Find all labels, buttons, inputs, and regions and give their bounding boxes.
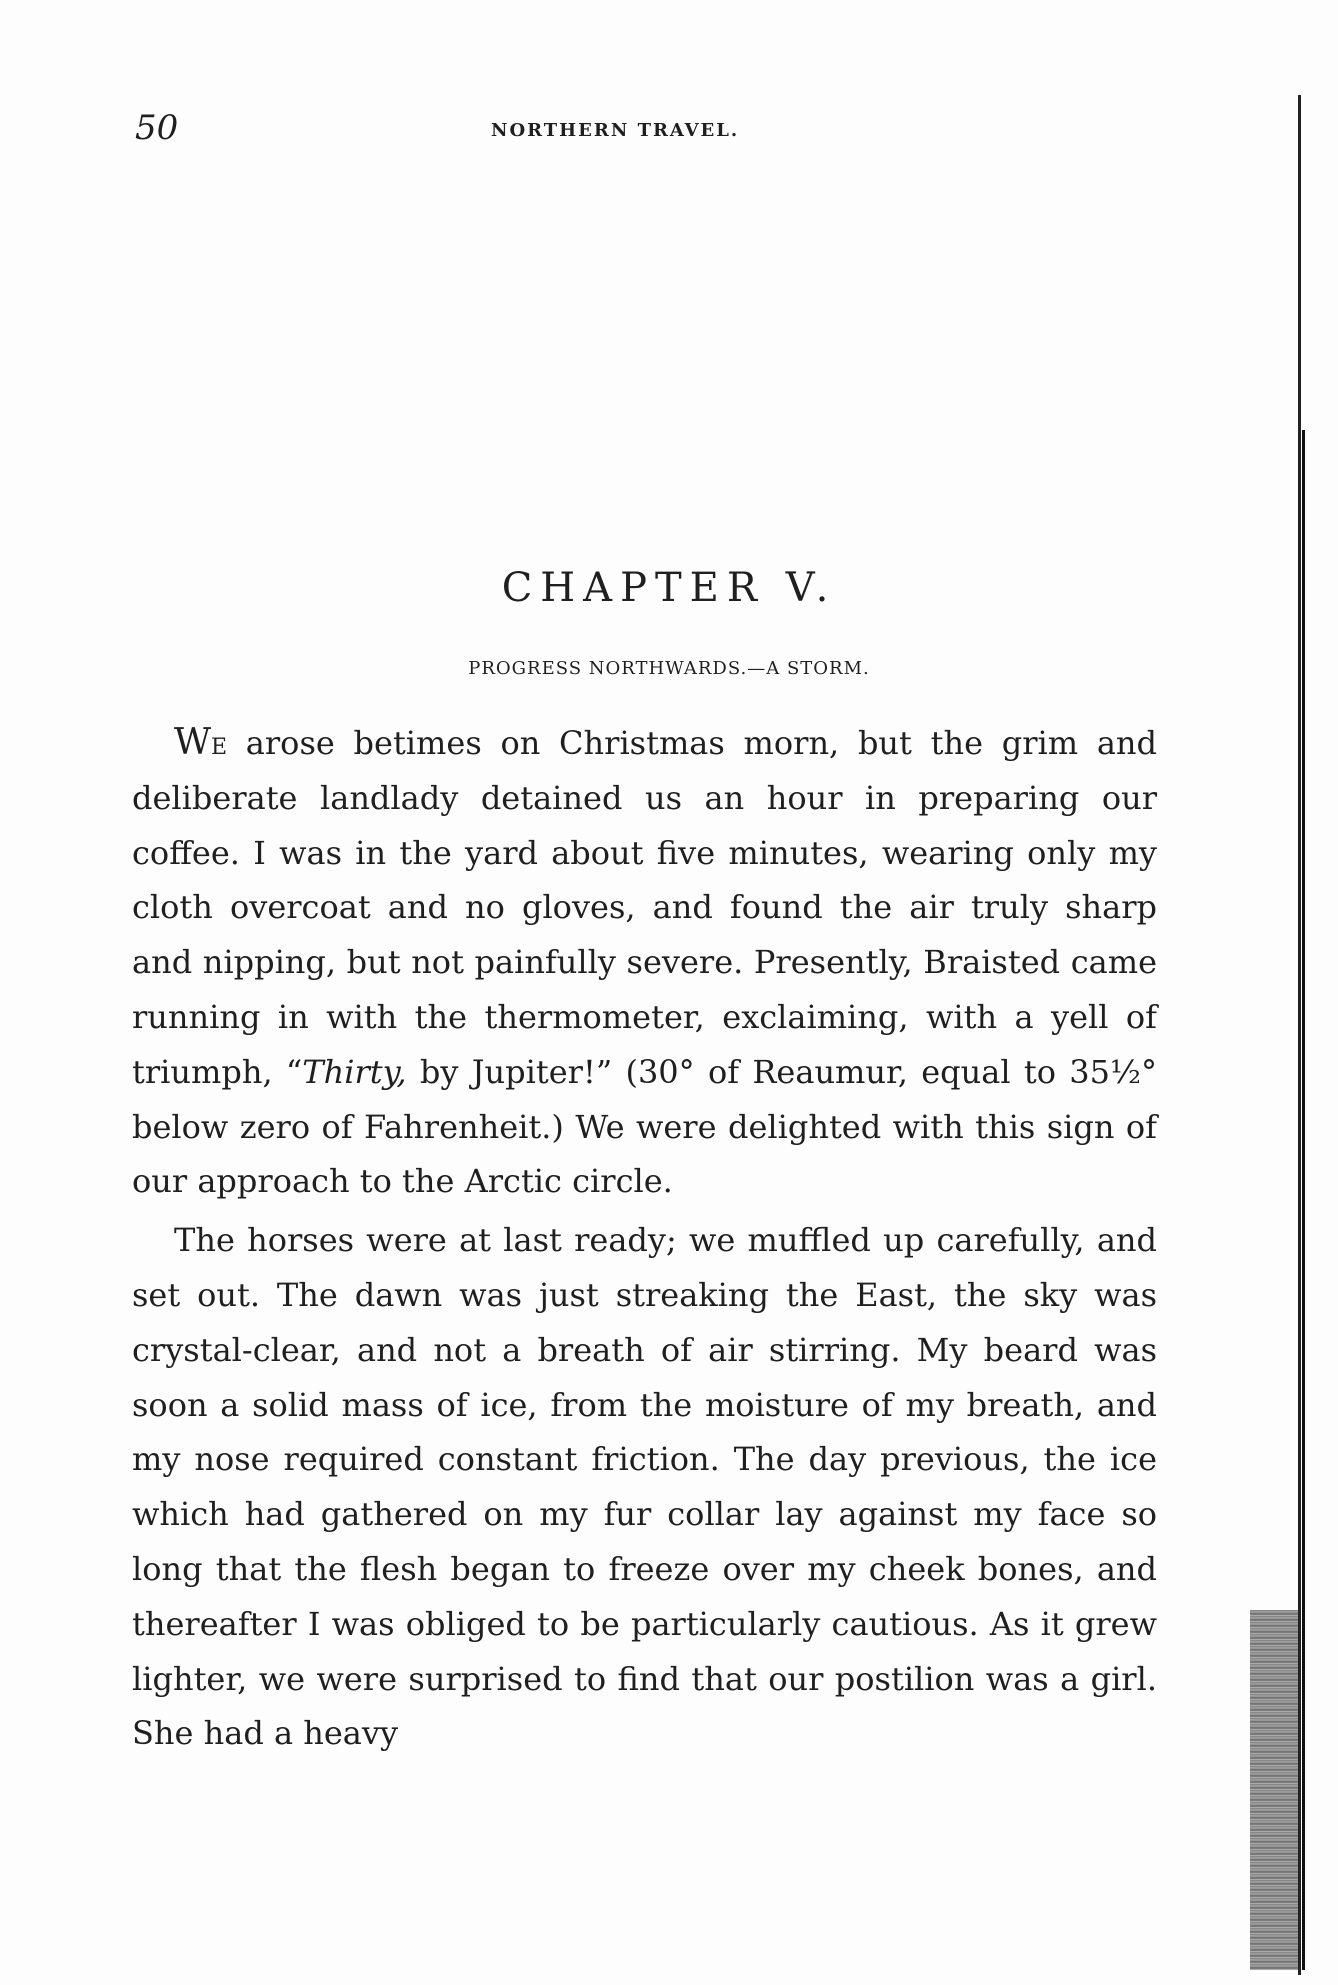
italic-text: Thirty, [302, 1052, 407, 1091]
page-edge-line [1298, 95, 1301, 1975]
scan-edge-shadow [1250, 1610, 1298, 1970]
chapter-title: CHAPTER V. [501, 565, 837, 611]
page-header [135, 108, 1295, 148]
running-head: NORTHERN TRAVEL. [491, 120, 740, 141]
paragraph-2: The horses were at last ready; we muffled up carefully, and set out. The dawn was just streaking the East, the sky was crystal-clear, and not a breath of air stirring. My beard was soon a solid mass of ice, from the moisture of my breath, and my nose required constant friction. The day previous, the ice which had gathered on my fur collar lay against my face so long that the flesh began to freeze over my cheek bones, and thereafter I was obliged to be particularly cautious. As it grew lighter, we were surprised to find that our postilion was a girl. She had a heavy [132, 1221, 1157, 1753]
body-text [132, 716, 1157, 1761]
paragraph-1-text-b: by Jupiter!” (30° of Reaumur, equal to 35½° below zero of Fahrenheit.) We were delighted with this sign of our approach to the Arctic circle. [132, 1052, 1158, 1201]
small-caps-text: e [211, 724, 228, 762]
paragraph-1-text-a: arose betimes on Christmas morn, but the grim and deliberate landlady detained us an hour in preparing our coffee. I was in the yard about five minutes, wearing only my cloth overcoat and no gloves, and found the air truly sharp and nipping, but not painfully severe. Presently, Braisted came running in with the thermometer, exclaiming, with a yell of triumph, “ [132, 724, 1157, 1091]
page-number: 50 [135, 108, 179, 148]
binding-edge-line [1302, 430, 1305, 1970]
chapter-subtitle: PROGRESS NORTHWARDS.—A STORM. [468, 658, 870, 679]
initial-letter: W [174, 722, 212, 763]
paragraph-1 [132, 716, 1157, 1209]
